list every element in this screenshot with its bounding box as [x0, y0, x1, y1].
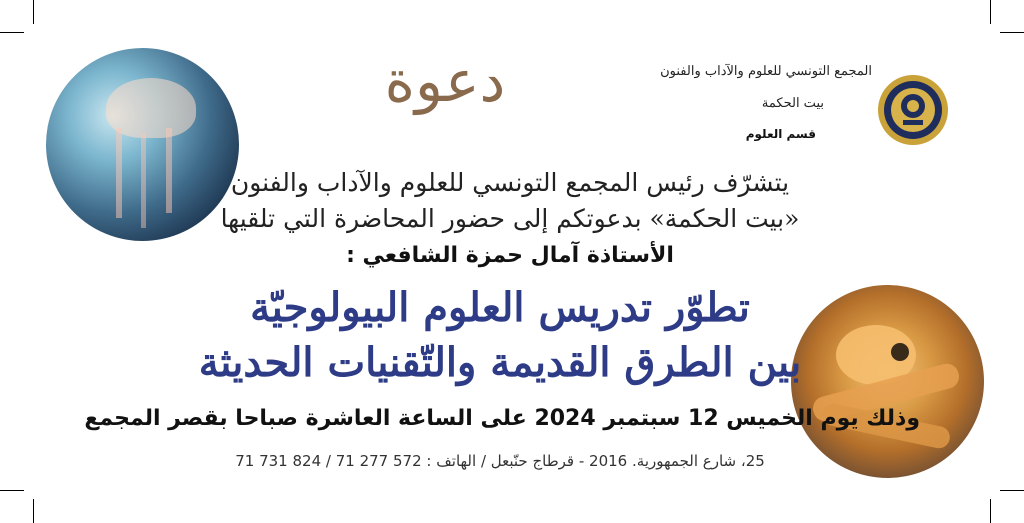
lecture-title-line-1: تطوّر تدريس العلوم البيولوجيّة: [250, 284, 750, 331]
crop-mark-top-right: [990, 0, 991, 24]
academy-seal-icon: [877, 74, 949, 146]
crop-mark-bottom-left: [33, 499, 34, 523]
crop-mark-top-left-h: [0, 32, 24, 33]
department-name: قسم العلوم: [745, 127, 816, 141]
octopus-eye: [891, 343, 909, 361]
lecturer-name: الأستاذة آمال حمزة الشافعي :: [346, 243, 674, 268]
house-name: بيت الحكمة: [761, 96, 824, 111]
crop-mark-bottom-right-h: [1000, 490, 1024, 491]
crop-mark-top-right-h: [1000, 32, 1024, 33]
crop-mark-top-left: [33, 0, 34, 24]
address-line: 25، شارع الجمهورية. 2016 - قرطاج حنّبعل / الهاتف : 572 277 71 / 824 731 71: [235, 452, 765, 470]
jellyfish-tentacle: [116, 128, 122, 218]
jellyfish-tentacle: [141, 133, 146, 228]
invitation-line-2: «بيت الحكمة» بدعوتكم إلى حضور المحاضرة التي تلقيها: [220, 204, 800, 233]
date-line: وذلك يوم الخميس 12 سبتمبر 2024 على الساعة العاشرة صباحا بقصر المجمع: [84, 406, 920, 431]
invitation-heading: دعوة: [384, 47, 506, 115]
invitation-line-1: يتشرّف رئيس المجمع التونسي للعلوم والآداب والفنون: [230, 168, 790, 197]
institution-name: المجمع التونسي للعلوم والآداب والفنون: [660, 64, 872, 79]
crop-mark-bottom-right: [990, 499, 991, 523]
lecture-title-line-2: بين الطرق القديمة والتّقنيات الحديثة: [198, 339, 802, 386]
crop-mark-bottom-left-h: [0, 490, 24, 491]
